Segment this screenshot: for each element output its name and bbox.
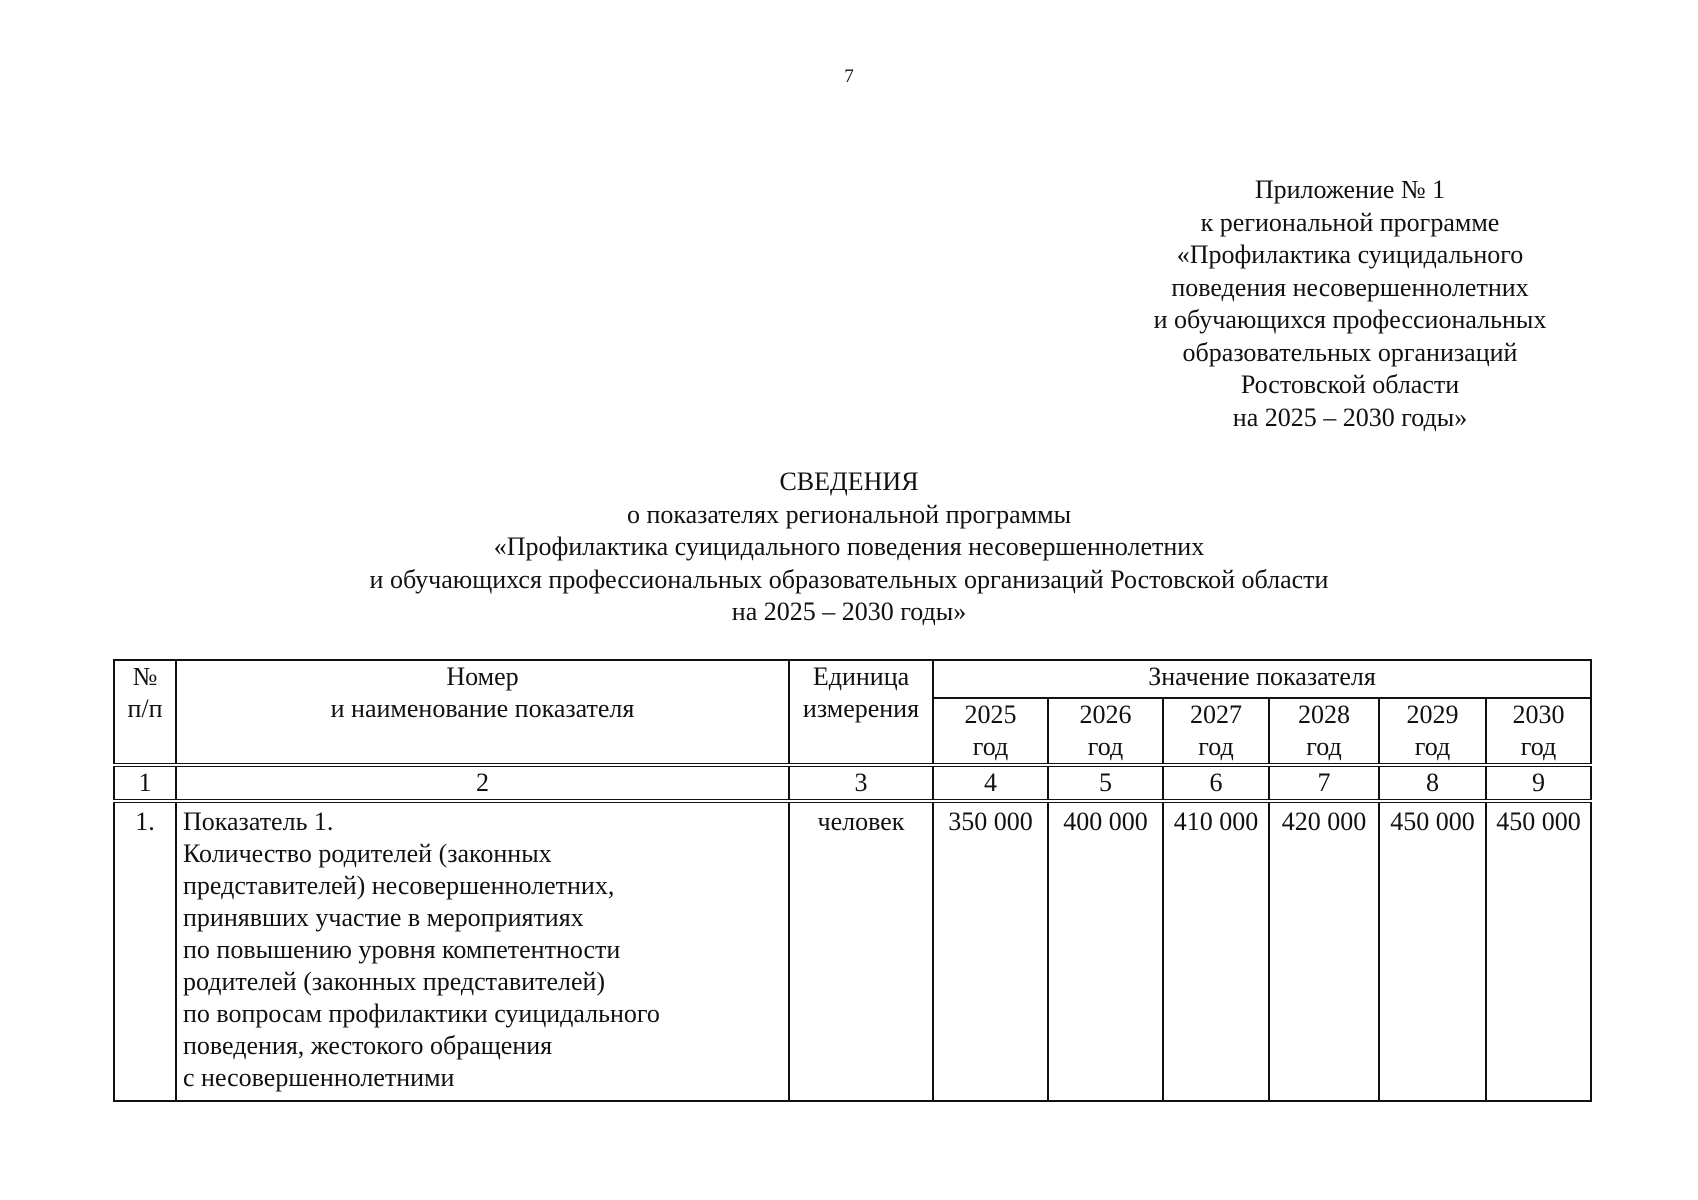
column-number: 6 <box>1163 765 1269 801</box>
header-name-line: и наименование показателя <box>330 694 635 723</box>
table-row <box>114 801 1591 1101</box>
header-unit <box>789 660 933 765</box>
header-value-group: Значение показателя <box>933 660 1591 698</box>
header-name-line: Номер <box>446 662 519 691</box>
header-year <box>1269 698 1379 765</box>
header-name <box>176 660 789 765</box>
year-label: 2030 <box>1512 700 1565 729</box>
title-line: на 2025 – 2030 годы» <box>731 597 967 626</box>
row-num: 1. <box>114 801 176 1101</box>
year-suffix: год <box>1414 732 1451 761</box>
indicator-name-line: Количество родителей (законных <box>183 839 552 868</box>
column-number: 7 <box>1269 765 1379 801</box>
header-num-line: п/п <box>127 694 163 723</box>
appendix-line: Приложение № 1 <box>1254 175 1446 204</box>
column-number: 2 <box>176 765 789 801</box>
appendix-block <box>1130 174 1570 434</box>
appendix-line: к региональной программе <box>1200 207 1500 237</box>
year-suffix: год <box>1087 732 1124 761</box>
indicator-value: 350 000 <box>933 801 1048 1101</box>
indicator-value: 450 000 <box>1486 801 1591 1101</box>
header-year <box>1163 698 1269 765</box>
year-suffix: год <box>1520 732 1557 761</box>
indicator-name-line: Показатель 1. <box>183 807 334 836</box>
year-suffix: год <box>1198 732 1234 761</box>
title-heading: СВЕДЕНИЯ <box>779 467 919 496</box>
indicator-name-line: принявших участие в мероприятиях <box>183 903 584 932</box>
header-year <box>1048 698 1163 765</box>
column-number-row <box>114 765 1591 801</box>
indicator-name-line: представителей) несовершеннолетних, <box>183 871 615 900</box>
column-number: 5 <box>1048 765 1163 801</box>
header-num-line: № <box>132 662 158 691</box>
header-num <box>114 660 176 765</box>
page-number: 7 <box>844 66 854 87</box>
year-label: 2028 <box>1298 700 1350 729</box>
indicators-table <box>113 659 1592 1102</box>
indicator-name-line: с несовершеннолетними <box>183 1063 455 1092</box>
header-year <box>1379 698 1486 765</box>
title-line: «Профилактика суицидального поведения несовершеннолетних <box>493 532 1205 561</box>
column-number: 8 <box>1379 765 1486 801</box>
header-year <box>1486 698 1591 765</box>
title-line: и обучающихся профессиональных образовательных организаций Ростовской области <box>369 564 1329 594</box>
appendix-line: на 2025 – 2030 годы» <box>1232 402 1468 432</box>
column-number: 3 <box>789 765 933 801</box>
indicator-value: 400 000 <box>1048 801 1163 1101</box>
appendix-line: поведения несовершеннолетних <box>1171 272 1529 302</box>
header-unit-line: Единица <box>812 662 910 691</box>
year-suffix: год <box>1306 732 1342 761</box>
header-unit-line: измерения <box>802 694 920 723</box>
header-row-1 <box>114 660 1591 698</box>
indicator-name <box>176 801 789 1101</box>
title-line: о показателях региональной программы <box>626 499 1072 529</box>
document-title <box>0 466 1698 629</box>
year-label: 2025 <box>964 700 1017 729</box>
year-label: 2026 <box>1079 700 1132 729</box>
header-year <box>933 698 1048 765</box>
appendix-line: и обучающихся профессиональных <box>1153 305 1547 334</box>
indicator-name-line: по повышению уровня компетентности <box>183 935 621 964</box>
appendix-line: «Профилактика суицидального <box>1176 240 1524 269</box>
indicator-name-line: по вопросам профилактики суицидального <box>183 999 660 1028</box>
indicator-unit: человек <box>789 801 933 1101</box>
indicator-value: 420 000 <box>1269 801 1379 1101</box>
column-number: 9 <box>1486 765 1591 801</box>
year-suffix: год <box>972 732 1009 761</box>
appendix-line: образовательных организаций <box>1182 337 1518 367</box>
column-number: 1 <box>114 765 176 801</box>
indicator-name-line: родителей (законных представителей) <box>183 967 606 996</box>
indicator-name-line: поведения, жестокого обращения <box>183 1031 553 1060</box>
year-label: 2027 <box>1190 700 1242 729</box>
year-label: 2029 <box>1406 700 1459 729</box>
indicator-value: 450 000 <box>1379 801 1486 1101</box>
column-number: 4 <box>933 765 1048 801</box>
appendix-line: Ростовской области <box>1240 370 1460 399</box>
indicator-value: 410 000 <box>1163 801 1269 1101</box>
